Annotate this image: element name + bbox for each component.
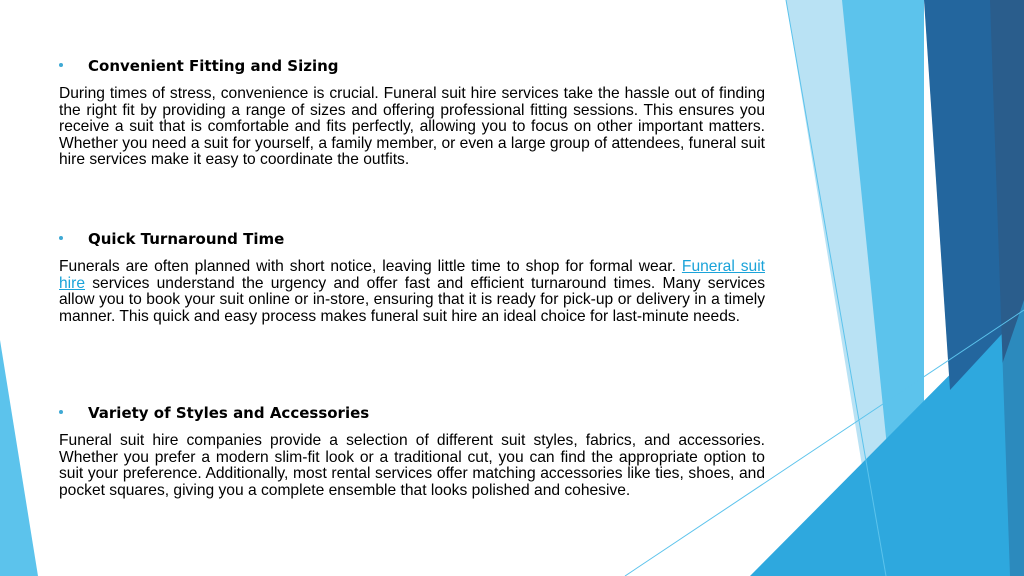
funeral-suit-hire-link[interactable]: Funeral suit hire [59,258,765,292]
heading-row [59,403,765,425]
heading-row [59,56,765,78]
bullet-icon [59,63,63,67]
paragraph-text: Funerals are often planned with short notice, leaving little time to shop for formal wear. [59,258,676,275]
section-convenient-fitting [59,56,765,169]
left-edge-shape [0,340,38,576]
paragraph-text: services understand the urgency and offer fast and efficient turnaround times. Many services allow you to book your suit online or in-store, ensuring that it is ready for pick-up or delivery in a timely manner. This quick and easy process makes funeral suit hire an ideal choice for last-minute needs. [59,274,765,325]
section-variety-styles [59,403,765,499]
section-heading: Convenient Fitting and Sizing [88,57,339,75]
section-heading: Quick Turnaround Time [88,230,285,248]
bullet-icon [59,236,63,240]
section-paragraph: During times of stress, convenience is crucial. Funeral suit hire services take the hassle out of finding the right fit by providing a range of sizes and offering professional fitting sessions. This ensures you receive a suit that is comfortable and fits perfectly, allowing you to focus on other important matters. Whether you need a suit for yourself, a family member, or even a large group of attendees, funeral suit hire services make it easy to coordinate the outfits. [59,85,765,169]
heading-row [59,229,765,251]
section-paragraph [59,259,765,325]
section-quick-turnaround [59,229,765,325]
section-paragraph: Funeral suit hire companies provide a selection of different suit styles, fabrics, and accessories. Whether you prefer a modern slim-fit look or a traditional cut, you can find the appropriate option to suit your preference. Additionally, most rental services offer matching accessories like ties, shoes, and pocket squares, giving you a complete ensemble that looks polished and cohesive. [59,432,765,499]
section-heading: Variety of Styles and Accessories [88,404,370,422]
bullet-icon [59,410,63,414]
